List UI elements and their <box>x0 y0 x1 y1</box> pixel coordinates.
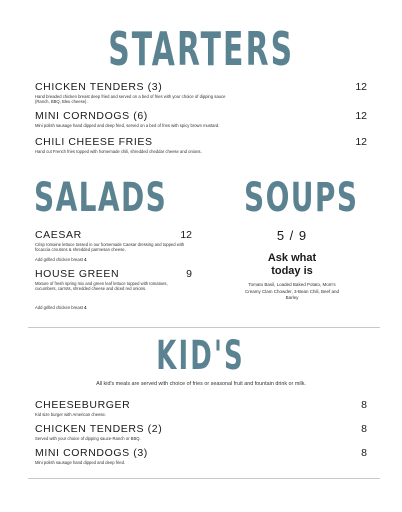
item-price: 12 <box>355 110 367 122</box>
addon-price: 4 <box>84 257 87 262</box>
item-price: 12 <box>355 136 367 148</box>
starters-heading <box>0 22 402 76</box>
kids-item-cheeseburger <box>35 399 367 417</box>
item-description: Kid size burger with American cheese. <box>35 412 106 417</box>
item-price: 12 <box>180 229 192 241</box>
addon-price: 4 <box>84 305 87 310</box>
item-name: CHEESEBURGER <box>35 399 131 411</box>
item-name: MINI CORNDOGS (3) <box>35 447 148 459</box>
item-name: CHILI CHEESE FRIES <box>35 136 153 148</box>
item-price: 9 <box>186 268 192 280</box>
salads-heading <box>34 175 224 221</box>
item-description: Mixture of fresh spring mix and green leaf lettuce topped with tomatoes, cucumbers, carrots, shredded cheese and diced red onions. <box>35 281 168 291</box>
starter-item-mini-corndogs <box>35 110 367 128</box>
salad-addon-house-green <box>35 305 86 310</box>
starter-item-chicken-tenders <box>35 81 367 104</box>
item-name: CHICKEN TENDERS (3) <box>35 81 163 93</box>
salad-item-house-green <box>35 268 192 291</box>
soups-ask-today: Ask what today is <box>267 252 317 277</box>
soups-heading <box>244 175 402 221</box>
soups-list: Tomato Basil, Loaded Baked Potato, Mom's Creamy Clam Chowder, 3-Bean Chili, Beef and Barley <box>244 282 340 300</box>
kids-item-mini-corndogs <box>35 447 367 465</box>
salads-title: SALADS <box>34 175 168 221</box>
kids-item-chicken-tenders <box>35 423 367 441</box>
divider-bottom <box>28 478 380 479</box>
item-price: 8 <box>361 399 367 411</box>
kids-note: All kid's meals are served with choice of fries or seasonal fruit and fountain drink or milk. <box>96 381 306 387</box>
divider <box>28 327 380 328</box>
item-description: Hand breaded chicken breast deep fried and served on a bed of fries with your choice of dipping sauce (Ranch, BBQ, Bleu cheese). <box>35 94 226 104</box>
item-price: 8 <box>361 423 367 435</box>
item-description: Mini polish sausage hand dipped and deep fried. <box>35 460 126 465</box>
salad-addon-caesar <box>35 257 86 262</box>
item-name: MINI CORNDOGS (6) <box>35 110 148 122</box>
item-description: Served with your choice of dipping sauce-Ranch or BBQ. <box>35 436 141 441</box>
item-name: CAESAR <box>35 229 82 241</box>
addon-label: Add grilled chicken breast <box>35 305 83 310</box>
starter-item-chili-cheese-fries <box>35 136 367 154</box>
starters-title: STARTERS <box>107 22 295 76</box>
kids-heading <box>0 333 402 379</box>
item-price: 12 <box>355 81 367 93</box>
item-price: 8 <box>361 447 367 459</box>
item-description: Crisp romaine lettuce tossed in our homemade Caesar dressing and topped with focaccia croutons & shredded parmesan cheese. <box>35 242 185 252</box>
kids-title: KID'S <box>156 333 246 379</box>
item-description: Hand cut French fries topped with homemade chili, shredded cheddar cheese and onions. <box>35 149 202 154</box>
salad-item-caesar <box>35 229 192 252</box>
soups-price: 5 / 9 <box>276 228 308 243</box>
addon-label: Add grilled chicken breast <box>35 257 83 262</box>
soups-title: SOUPS <box>244 175 359 221</box>
item-name: CHICKEN TENDERS (2) <box>35 423 163 435</box>
item-description: Mini polish sausage hand dipped and deep fried, served on a bed of fries with spicy brown mustard. <box>35 123 220 128</box>
item-name: HOUSE GREEN <box>35 268 120 280</box>
